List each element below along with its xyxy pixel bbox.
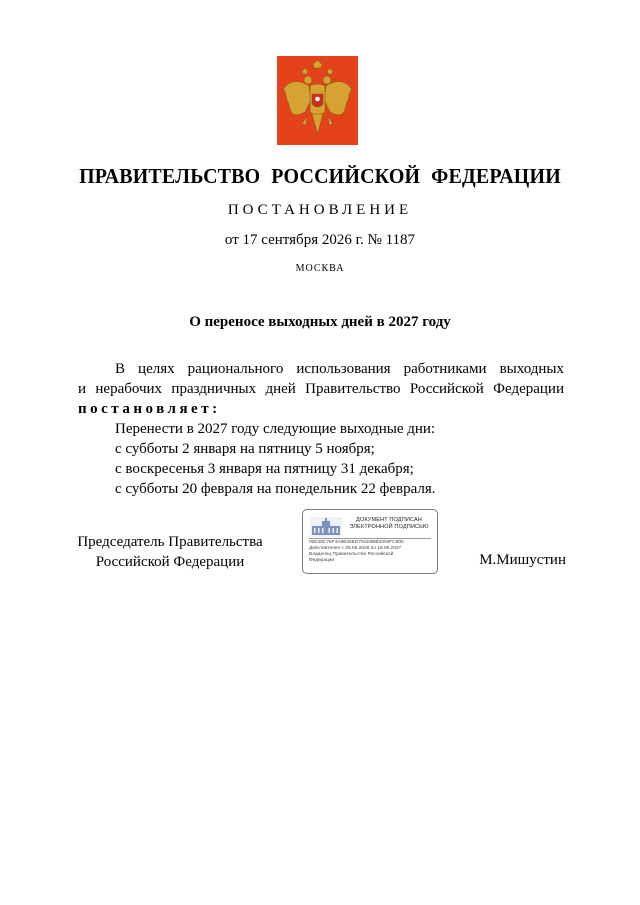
stamp-validity: Действителен с 26.06.2026 по 19.09.2027 — [309, 546, 402, 551]
document-city: МОСКВА — [295, 263, 345, 274]
decision-item-3: с воскресенья 3 января на пятницу 31 декабря; — [115, 461, 414, 477]
signer-position — [60, 532, 280, 572]
stamp-divider — [309, 538, 431, 539]
decision-item-2: с субботы 2 января на пятницу 5 ноября; — [115, 441, 375, 457]
preamble-line-1: В целях рационального использования работниками выходных — [115, 361, 564, 377]
signer-name: М.Мишустин — [479, 552, 566, 568]
decision-item-1: Перенести в 2027 году следующие выходные дни: — [115, 421, 436, 437]
stamp-owner-line-2: Федерации — [309, 558, 335, 563]
stamp-heading-line-2: ЭЛЕКТРОННОЙ ПОДПИСЬЮ — [349, 524, 429, 530]
e-signature-stamp — [302, 509, 438, 574]
government-title: ПРАВИТЕЛЬСТВО РОССИЙСКОЙ ФЕДЕРАЦИИ — [79, 164, 561, 188]
signer-position-line-2: Российской Федерации — [95, 554, 245, 570]
stamp-certificate: 00E48C76F4A6B26ED791E8BB3304FC805 — [309, 540, 404, 545]
signer-position-line-1: Председатель Правительства — [77, 534, 263, 550]
preamble-paragraph — [78, 359, 564, 379]
decision-item-4: с субботы 20 февраля на понедельник 22 февраля. — [115, 481, 436, 497]
document-date-number: от 17 сентября 2026 г. № 1187 — [224, 232, 416, 248]
coat-of-arms-emblem — [277, 56, 358, 145]
stamp-heading — [345, 517, 433, 531]
preamble-line-2: и нерабочих праздничных дней Правительство Российской Федерации — [78, 381, 564, 397]
document-type: ПОСТАНОВЛЕНИЕ — [227, 202, 413, 218]
resolves-word: постановляет: — [78, 401, 221, 417]
stamp-heading-line-1: ДОКУМЕНТ ПОДПИСАН — [356, 517, 422, 523]
stamp-owner-line-1: Владелец Правительство Российской — [309, 552, 394, 557]
stamp-details — [309, 540, 435, 564]
coat-of-arms-icon — [277, 56, 358, 145]
government-building-icon — [310, 517, 342, 537]
document-body — [78, 359, 564, 499]
document-subject: О переносе выходных дней в 2027 году — [189, 314, 451, 330]
